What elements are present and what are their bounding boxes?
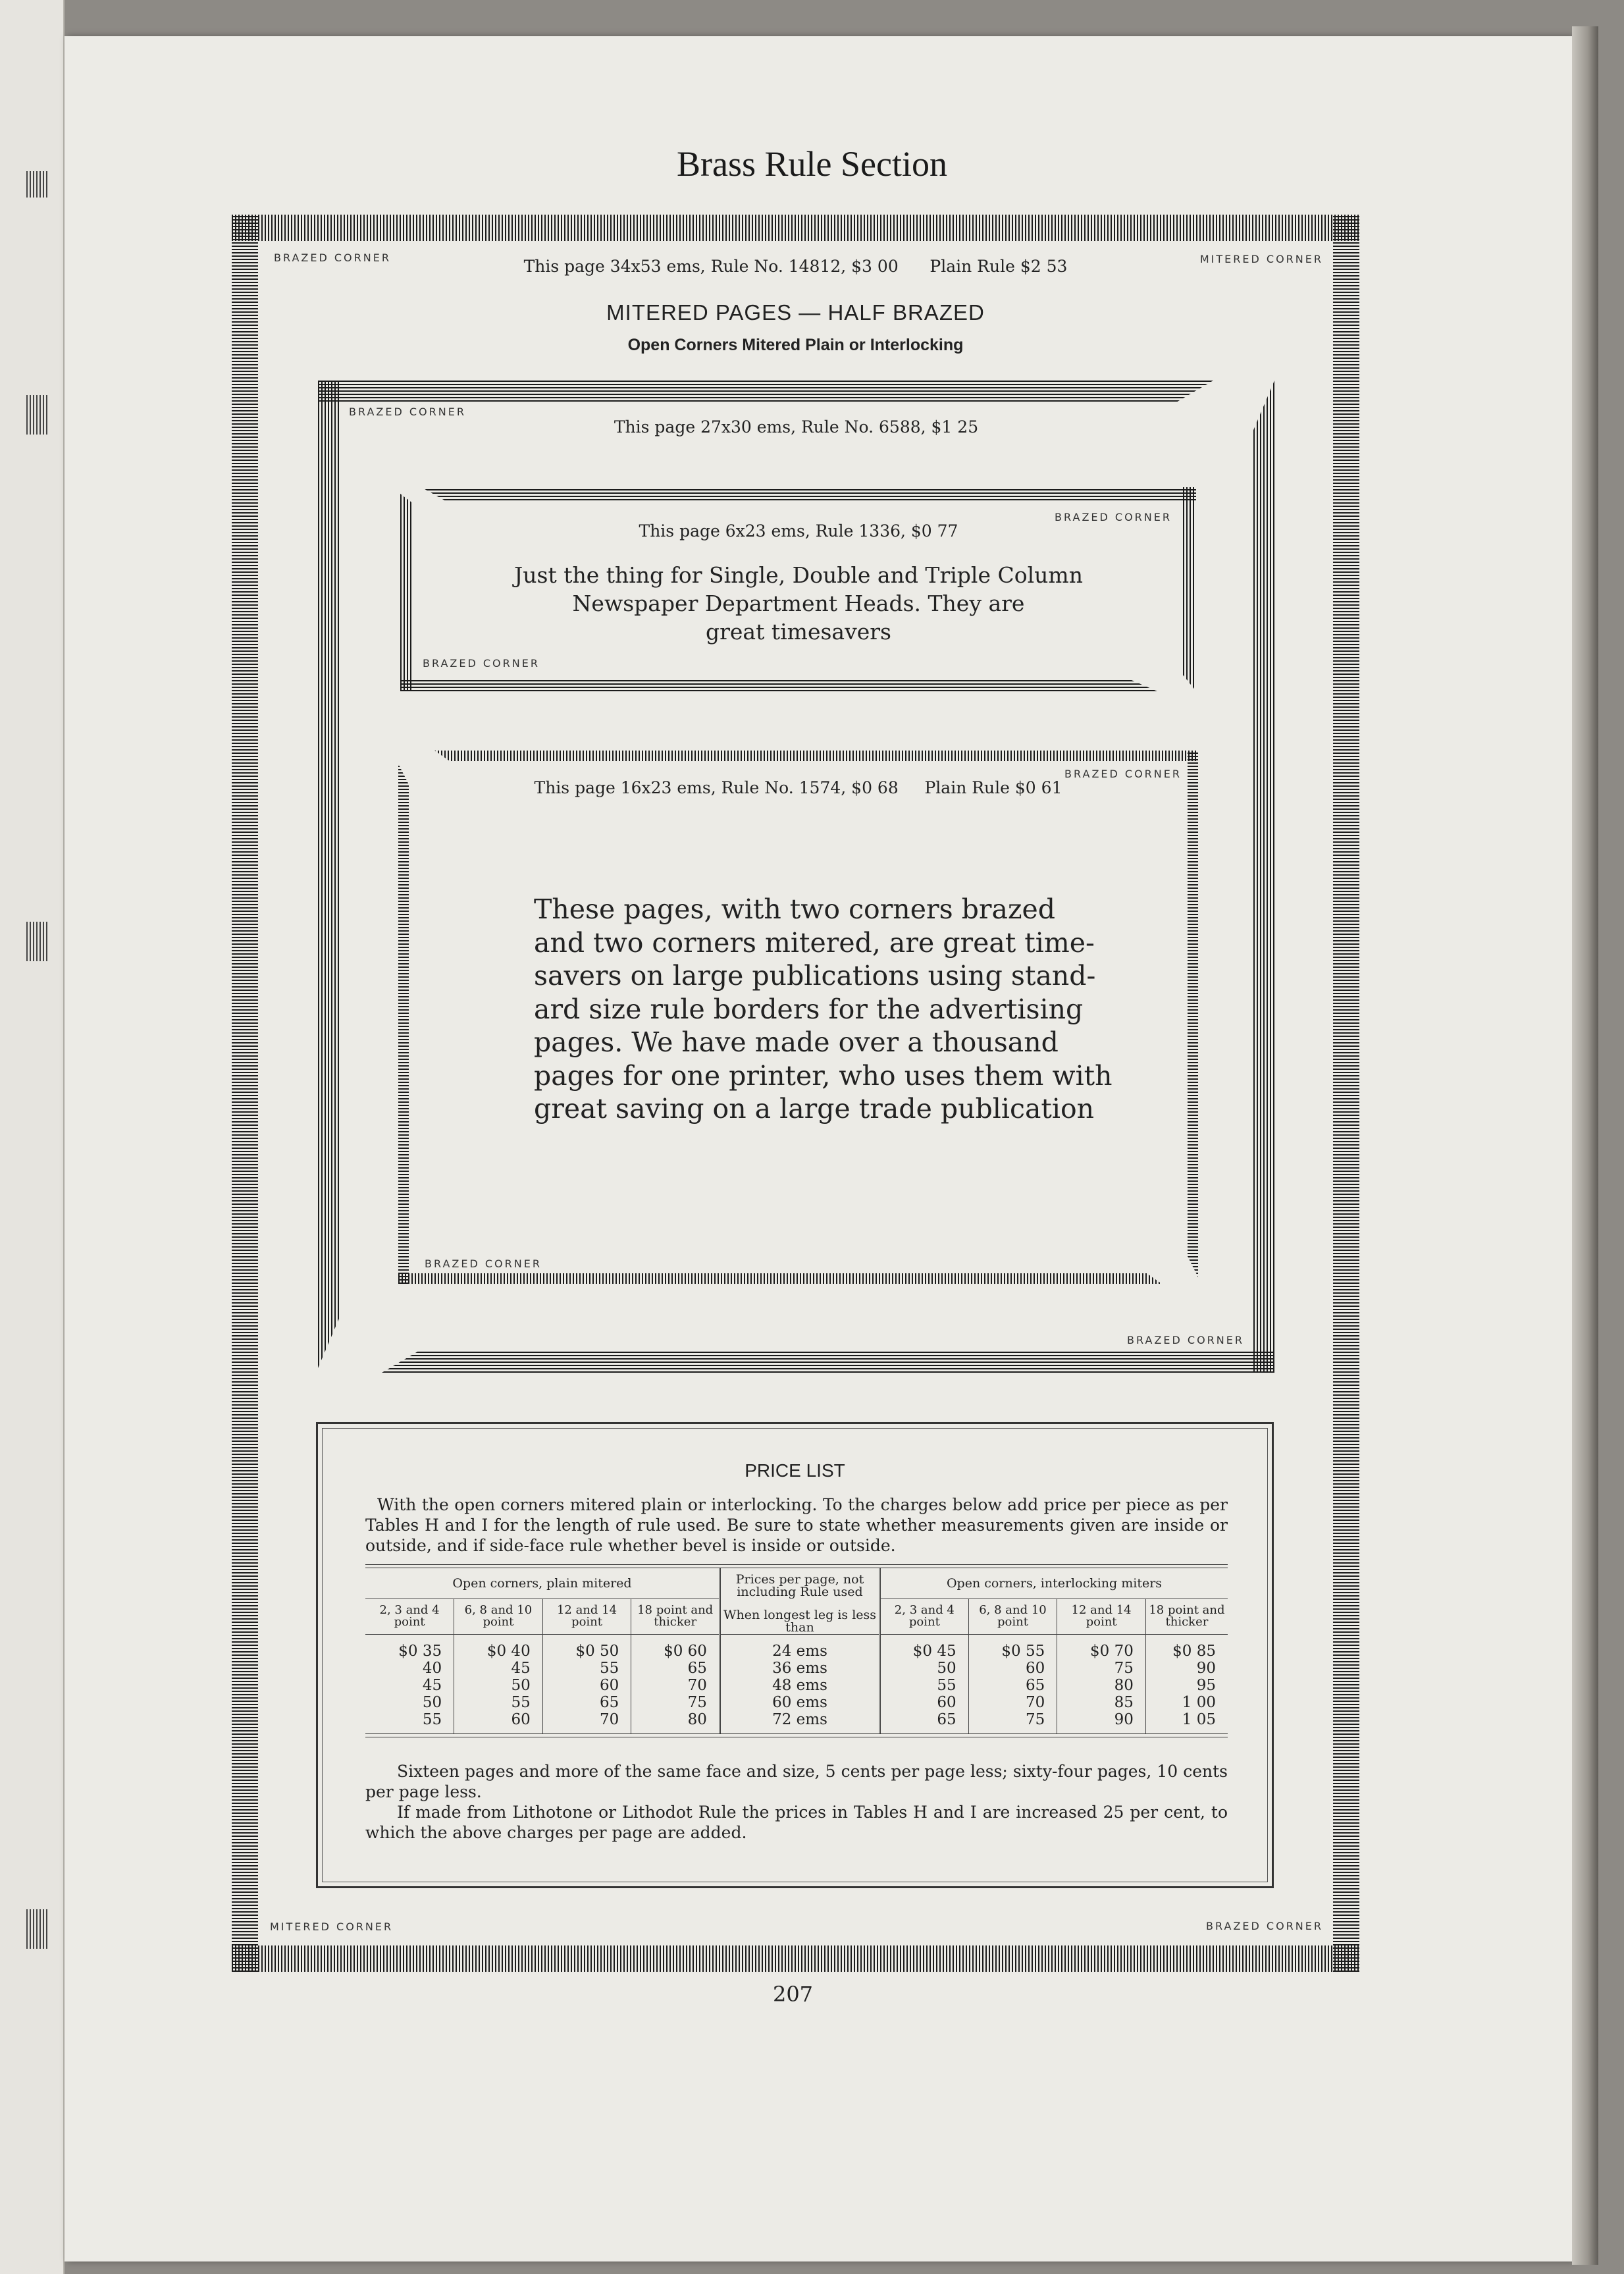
corner-label: BRAZED CORNER xyxy=(425,1257,542,1270)
price-note: If made from Lithotone or Lithodot Rule the prices in Tables H and I are increased 25 per cent, to which the above charges per page are added. xyxy=(365,1803,1228,1842)
body-line: savers on large publications using stand- xyxy=(534,960,1096,992)
small-rule-bottom xyxy=(400,678,1157,691)
body-line: Newspaper Department Heads. They are xyxy=(572,591,1025,616)
body-line: great saving on a large trade publication xyxy=(534,1093,1095,1124)
table-cell: 70 xyxy=(542,1711,631,1733)
column-header: 2, 3 and 4 point xyxy=(365,1599,454,1635)
inner-rule-right xyxy=(1188,751,1198,1277)
section-heading: MITERED PAGES — HALF BRAZED xyxy=(606,300,985,325)
body-line: ard size rule borders for the advertising xyxy=(534,993,1084,1025)
table-cell: 36 ems xyxy=(720,1660,879,1677)
table-cell: 55 xyxy=(542,1660,631,1677)
corner-label: MITERED CORNER xyxy=(1199,253,1323,265)
middle-rule-right xyxy=(1253,381,1274,1373)
group-header-row xyxy=(365,1568,1228,1599)
table-cell: 72 ems xyxy=(720,1711,879,1733)
small-frame-body xyxy=(413,561,1184,646)
corner-label: BRAZED CORNER xyxy=(349,406,466,418)
table-cell: 60 ems xyxy=(720,1694,879,1711)
frame-caption: This page 27x30 ems, Rule No. 6588, $1 25 xyxy=(614,417,979,436)
table-cell: 40 xyxy=(365,1660,454,1677)
section-subheading: Open Corners Mitered Plain or Interlocking xyxy=(627,336,964,354)
outer-rule-left xyxy=(232,215,258,1972)
frame-caption: This page 34x53 ems, Rule No. 14812, $3 00 Plain Rule $2 53 xyxy=(523,257,1068,276)
small-rule-left xyxy=(400,494,413,691)
table-cell: 60 xyxy=(454,1711,543,1733)
table-cell: 45 xyxy=(365,1677,454,1694)
table-cell: 65 xyxy=(880,1711,969,1733)
frame-caption: This page 16x23 ems, Rule No. 1574, $0 68 Plain Rule $0 61 xyxy=(534,778,1062,797)
inner-frame-body xyxy=(534,893,1126,1126)
group-header-label: Prices per page, not including Rule used xyxy=(735,1572,864,1599)
price-note: Sixteen pages and more of the same face and size, 5 cents per page less; sixty-four pages, 10 cents per page less. xyxy=(365,1762,1228,1801)
table-cell: 75 xyxy=(631,1694,720,1711)
table-cell: 24 ems xyxy=(720,1635,879,1660)
middle-rule-bottom xyxy=(382,1352,1274,1373)
table-cell: 60 xyxy=(880,1694,969,1711)
inner-rule-left xyxy=(398,764,409,1284)
body-line: great timesavers xyxy=(706,619,891,645)
body-line: and two corners mitered, are great time- xyxy=(534,926,1095,959)
table-cell: 65 xyxy=(968,1677,1057,1694)
column-header: 18 point and thicker xyxy=(631,1599,720,1635)
table-cell: 60 xyxy=(968,1660,1057,1677)
table-cell: 75 xyxy=(1057,1660,1146,1677)
table-cell: 65 xyxy=(542,1694,631,1711)
body-line: pages for one printer, who uses them with xyxy=(534,1059,1113,1092)
table-cell: $0 85 xyxy=(1172,1643,1216,1660)
body-line: pages. We have made over a thousand xyxy=(534,1026,1059,1058)
table-cell: $0 50 xyxy=(542,1635,631,1660)
table-cell: 90 xyxy=(1196,1660,1216,1677)
table-cell: 50 xyxy=(454,1677,543,1694)
small-rule-top xyxy=(421,487,1196,500)
table-cell: 90 xyxy=(1057,1711,1146,1733)
rule-fragment xyxy=(26,395,47,435)
page-title: Brass Rule Section xyxy=(677,144,947,184)
column-header: 12 and 14 point xyxy=(542,1599,631,1635)
small-rule-right xyxy=(1183,487,1196,691)
table-cell: 55 xyxy=(454,1694,543,1711)
rule-fragment xyxy=(26,1909,47,1949)
table-row xyxy=(365,1711,1228,1733)
table-cell: $0 45 xyxy=(880,1635,969,1660)
table-row xyxy=(365,1635,1228,1660)
page-stack-edge xyxy=(1572,26,1598,2265)
table-cell: $0 70 xyxy=(1057,1635,1146,1660)
middle-rule-top xyxy=(318,381,1213,402)
column-header: 2, 3 and 4 point xyxy=(880,1599,969,1635)
corner-label: BRAZED CORNER xyxy=(1127,1334,1244,1346)
table-cell: 80 xyxy=(631,1711,720,1733)
column-header: When longest leg is less than xyxy=(723,1608,877,1635)
column-header: 6, 8 and 10 point xyxy=(454,1599,543,1635)
price-list-intro: With the open corners mitered plain or interlocking. To the charges below add price per piece as per Tables H and I for the length of rule used. Be sure to state whether measurements given are inside or outside, and if side-face rule whether bevel is inside or outside. xyxy=(365,1495,1228,1555)
body-line: These pages, with two corners brazed xyxy=(534,893,1056,925)
table-cell: 85 xyxy=(1057,1694,1146,1711)
table-cell: 1 00 xyxy=(1182,1694,1216,1711)
corner-label: BRAZED CORNER xyxy=(1206,1920,1323,1932)
outer-rule-top xyxy=(232,215,1359,241)
table-rule xyxy=(365,1733,1228,1737)
price-table xyxy=(365,1564,1228,1737)
table-cell: 80 xyxy=(1057,1677,1146,1694)
table-cell: $0 60 xyxy=(631,1635,720,1660)
table-cell: 60 xyxy=(542,1677,631,1694)
table-cell: 50 xyxy=(365,1694,454,1711)
table-cell: 95 xyxy=(1196,1677,1216,1694)
table-cell: 70 xyxy=(631,1677,720,1694)
table-cell: $0 40 xyxy=(454,1635,543,1660)
table-row xyxy=(365,1694,1228,1711)
price-list-title: PRICE LIST xyxy=(745,1460,845,1481)
price-rows xyxy=(365,1635,1228,1734)
group-header xyxy=(720,1568,879,1635)
table-cell: 55 xyxy=(880,1677,969,1694)
inner-rule-top xyxy=(434,751,1198,761)
outer-rule-bottom xyxy=(232,1945,1359,1972)
corner-label: BRAZED CORNER xyxy=(1055,511,1172,523)
table-row xyxy=(365,1660,1228,1677)
group-header: Open corners, interlocking miters xyxy=(880,1568,1228,1599)
column-header: 12 and 14 point xyxy=(1057,1599,1146,1635)
table-row xyxy=(365,1677,1228,1694)
rule-fragment xyxy=(26,922,47,961)
table-cell: 75 xyxy=(968,1711,1057,1733)
middle-rule-left xyxy=(318,381,339,1368)
column-header: 6, 8 and 10 point xyxy=(968,1599,1057,1635)
table-cell: $0 55 xyxy=(968,1635,1057,1660)
corner-label: BRAZED CORNER xyxy=(423,657,540,670)
table-cell: $0 35 xyxy=(365,1635,454,1660)
corner-label: BRAZED CORNER xyxy=(274,251,391,264)
frame-caption: This page 6x23 ems, Rule 1336, $0 77 xyxy=(639,521,958,541)
corner-label: MITERED CORNER xyxy=(270,1920,394,1933)
table-cell: 50 xyxy=(880,1660,969,1677)
body-line: Just the thing for Single, Double and Triple Column xyxy=(514,562,1083,588)
table-cell: 65 xyxy=(631,1660,720,1677)
page-number: 207 xyxy=(772,1982,814,2007)
table-cell: 70 xyxy=(968,1694,1057,1711)
table-cell: 45 xyxy=(454,1660,543,1677)
adjacent-page-edge xyxy=(0,0,65,2274)
table-cell: 55 xyxy=(365,1711,454,1733)
table-cell: 48 ems xyxy=(720,1677,879,1694)
price-grid xyxy=(365,1568,1228,1733)
inner-rule-bottom xyxy=(398,1273,1162,1284)
column-header: 18 point and thicker xyxy=(1145,1599,1228,1635)
table-cell: 1 05 xyxy=(1182,1711,1216,1728)
corner-label: BRAZED CORNER xyxy=(1064,768,1182,780)
price-notes xyxy=(365,1761,1228,1843)
outer-rule-right xyxy=(1333,215,1359,1972)
group-header: Open corners, plain mitered xyxy=(365,1568,720,1599)
